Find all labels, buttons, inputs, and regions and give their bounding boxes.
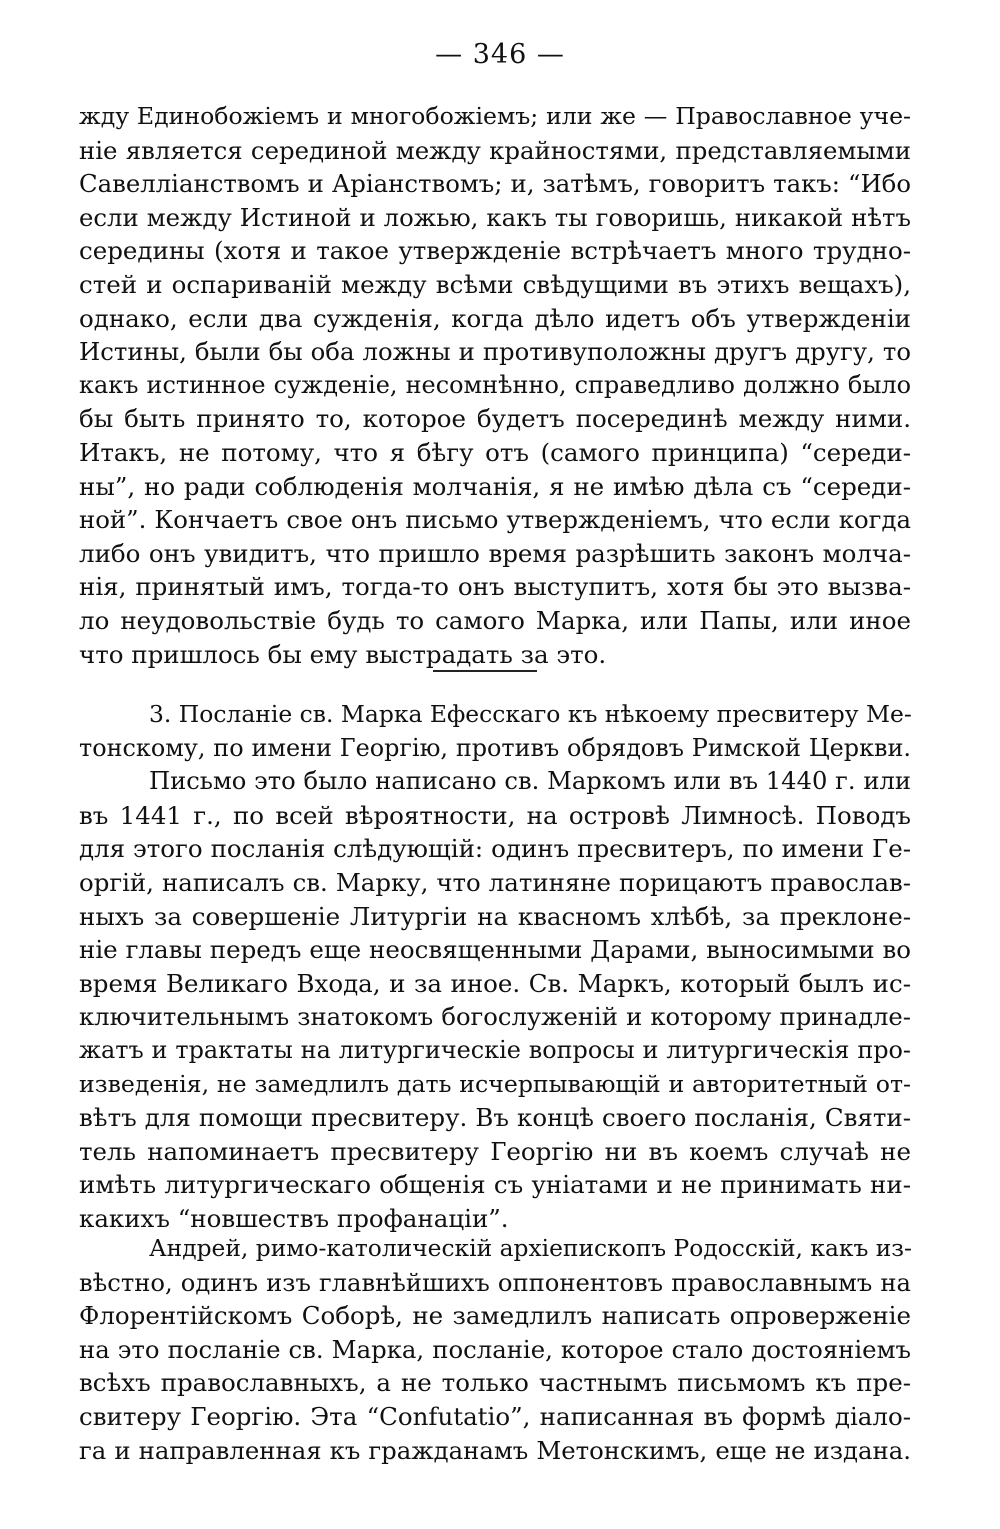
text-line: Истины, были бы оба ложны и противуположны другъ другу, то: [79, 337, 911, 367]
text-line: Письмо это было написано св. Маркомъ или въ 1440 г. или: [149, 767, 911, 796]
text-line: либо онъ увидитъ, что пришло время разрѣшить законъ молча-: [79, 538, 911, 568]
text-line: жду Единобожіемъ и многобожіемъ; или же — Православное уче-: [79, 102, 911, 130]
text-line: какъ истинное сужденіе, несомнѣнно, справедливо должно было: [79, 370, 911, 399]
text-line: свитеру Георгію. Эта “Confutatio”, написанная въ формѣ діало-: [79, 1401, 911, 1431]
text-line: ніе является серединой между крайностями, представляемыми: [79, 135, 911, 165]
text-line: какихъ “новшествъ профанаціи”.: [79, 1203, 509, 1233]
text-line: ныхъ за совершеніе Литургіи на квасномъ хлѣбѣ, за преклоне-: [79, 901, 911, 931]
section-heading-line: тонскому, по имени Георгію, противъ обрядовъ Римской Церкви.: [79, 733, 911, 762]
text-line: га и направленная къ гражданамъ Метонскимъ, еще не издана.: [79, 1435, 911, 1465]
text-line: вѣстно, одинъ изъ главнѣйшихъ оппонентовъ православнымъ на: [79, 1267, 911, 1297]
text-line: ло неудовольствіе будь то самого Марка, или Папы, или иное: [79, 605, 911, 635]
text-line: бы быть принято то, которое будетъ посерединѣ между ними.: [79, 404, 911, 434]
text-line: Итакъ, не потому, что я бѣгу отъ (самого принципа) “середи-: [79, 437, 911, 467]
text-line: въ 1441 г., по всей вѣроятности, на островѣ Лимносѣ. Поводъ: [79, 800, 911, 830]
text-line: вѣтъ для помощи пресвитеру. Въ концѣ своего посланія, Святи-: [79, 1103, 911, 1133]
text-line: ной”. Кончаетъ свое онъ письмо утвержденіемъ, что если когда: [79, 505, 911, 535]
text-line: ны”, но ради соблюденія молчанія, я не имѣю дѣла съ “середи-: [79, 471, 911, 501]
text-line: ніе главы передъ еще неосвященными Дарами, выносимыми во: [79, 935, 911, 965]
text-line: середины (хотя и такое утвержденіе встрѣчаетъ много трудно-: [79, 236, 911, 266]
text-line: тель напоминаетъ пресвитеру Георгію ни въ коемъ случаѣ не: [79, 1136, 911, 1166]
text-line: Флорентійскомъ Соборѣ, не замедлилъ написать опроверженіе: [79, 1301, 911, 1331]
text-line: время Великаго Входа, и за иное. Св. Маркъ, который былъ ис-: [79, 968, 911, 998]
text-line: Савелліанствомъ и Аріанствомъ; и, затѣмъ, говоритъ такъ: “Ибо: [79, 169, 911, 199]
text-line: жатъ и трактаты на литургическіе вопросы и литургическія про-: [79, 1035, 911, 1064]
text-line: однако, если два сужденія, когда дѣло идетъ объ утвержденіи: [79, 303, 911, 333]
text-line: изведенія, не замедлилъ дать исчерпывающій и авторитетный от-: [79, 1069, 911, 1098]
paragraph-3: [79, 1232, 911, 1467]
text-line: на это посланіе св. Марка, посланіе, которое стало достояніемъ: [79, 1334, 911, 1364]
text-line: Андрей, римо-католическій архіепископъ Родосскій, какъ из-: [149, 1234, 912, 1262]
text-line: что пришлось бы ему выстрадать за это.: [79, 639, 607, 669]
text-line: если между Истиной и ложью, какъ ты говоришь, никакой нѣтъ: [79, 202, 911, 232]
section-divider: [433, 670, 537, 672]
text-line: для этого посланія слѣдующій: одинъ пресвитеръ, по имени Ге-: [79, 834, 911, 864]
text-line: имѣть литургическаго общенія съ уніатами и не принимать ни-: [79, 1170, 911, 1200]
paragraph-1: [79, 100, 911, 671]
text-line: оргій, написалъ св. Марку, что латиняне порицаютъ православ-: [79, 867, 911, 897]
page-number: — 346 —: [435, 39, 565, 70]
section-heading-line: 3. Посланіе св. Марка Ефесскаго къ нѣкоему пресвитеру Ме-: [149, 700, 912, 728]
text-line: стей и оспариваній между всѣми свѣдущими въ этихъ вещахъ),: [79, 269, 911, 299]
text-line: нія, принятый имъ, тогда-то онъ выступитъ, хотя бы это вызва-: [79, 572, 911, 602]
text-line: всѣхъ православныхъ, а не только частнымъ письмомъ къ пре-: [79, 1368, 911, 1398]
paragraph-2: [79, 698, 911, 1236]
text-line: ключительнымъ знатокомъ богослуженій и которому принадле-: [79, 1002, 911, 1032]
